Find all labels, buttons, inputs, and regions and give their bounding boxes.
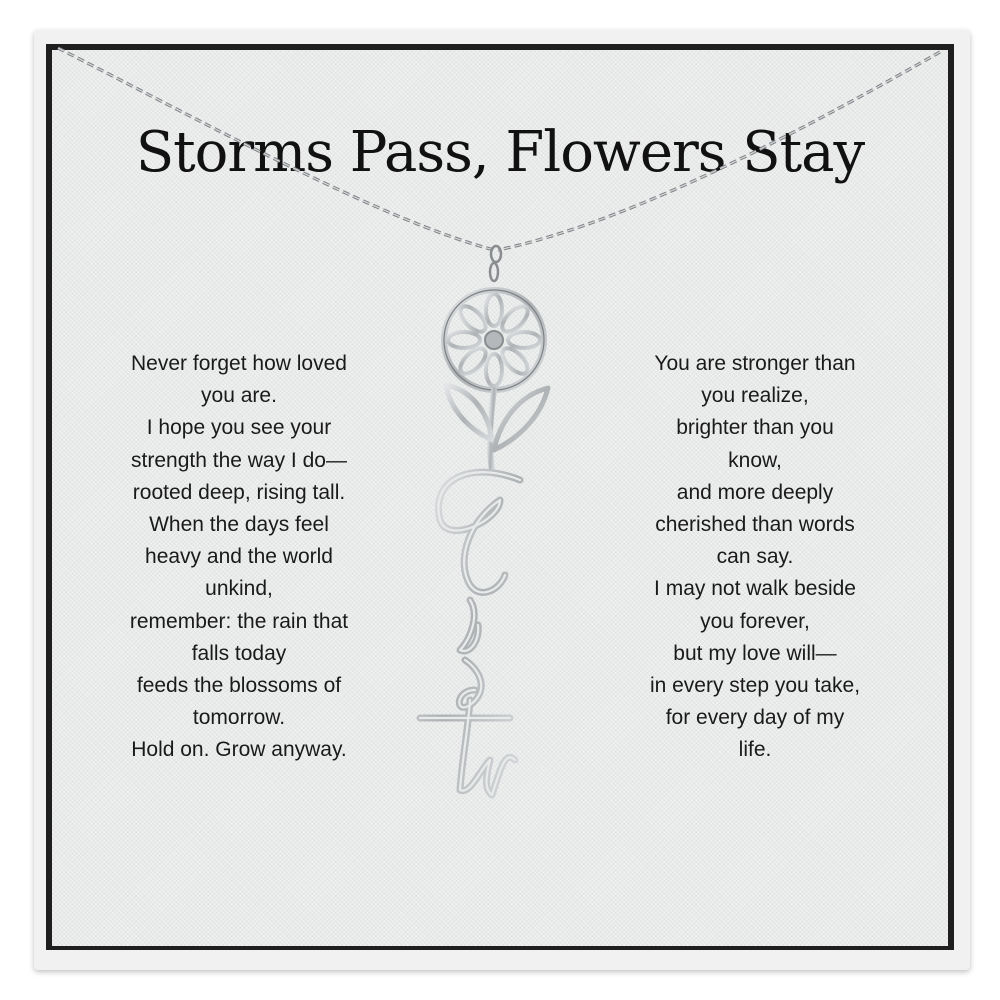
poem-line: falls today [191, 641, 287, 665]
poem-line: you forever, [700, 609, 810, 633]
poem-line: but my love will— [673, 641, 837, 665]
poem-line: When the days feel [149, 513, 329, 537]
card-title: Storms Pass, Flowers Stay [135, 120, 865, 185]
poem-line: cherished than words [655, 513, 855, 537]
poem-line: you realize, [701, 384, 809, 408]
poem-line: strength the way I do— [131, 448, 347, 472]
poem-line: Never forget how loved [131, 352, 347, 375]
poem-line: can say. [716, 545, 794, 569]
poem-line: you are. [201, 384, 277, 408]
poem-line: Hold on. Grow anyway. [131, 738, 347, 762]
poem-line: heavy and the world [145, 545, 333, 569]
poem-line: feeds the blossoms of [136, 674, 342, 698]
poem-line: You are stronger than [654, 352, 856, 375]
poem-line: unkind, [205, 577, 273, 601]
poem-line: I may not walk beside [654, 577, 856, 601]
flower-pendant [420, 290, 548, 795]
poem-line: know, [728, 448, 782, 472]
poem-line: I hope you see your [146, 416, 332, 440]
poem-line: and more deeply [676, 480, 834, 504]
poem-line: for every day of my [665, 706, 845, 730]
poem-line: remember: the rain that [129, 609, 349, 633]
poem-line: tomorrow. [192, 706, 286, 730]
poem-line: in every step you take, [649, 674, 861, 698]
poem-line: rooted deep, rising tall. [132, 480, 346, 504]
poem-line: brighter than you [676, 416, 834, 440]
chain [58, 48, 940, 281]
poem-line: life. [738, 738, 772, 762]
